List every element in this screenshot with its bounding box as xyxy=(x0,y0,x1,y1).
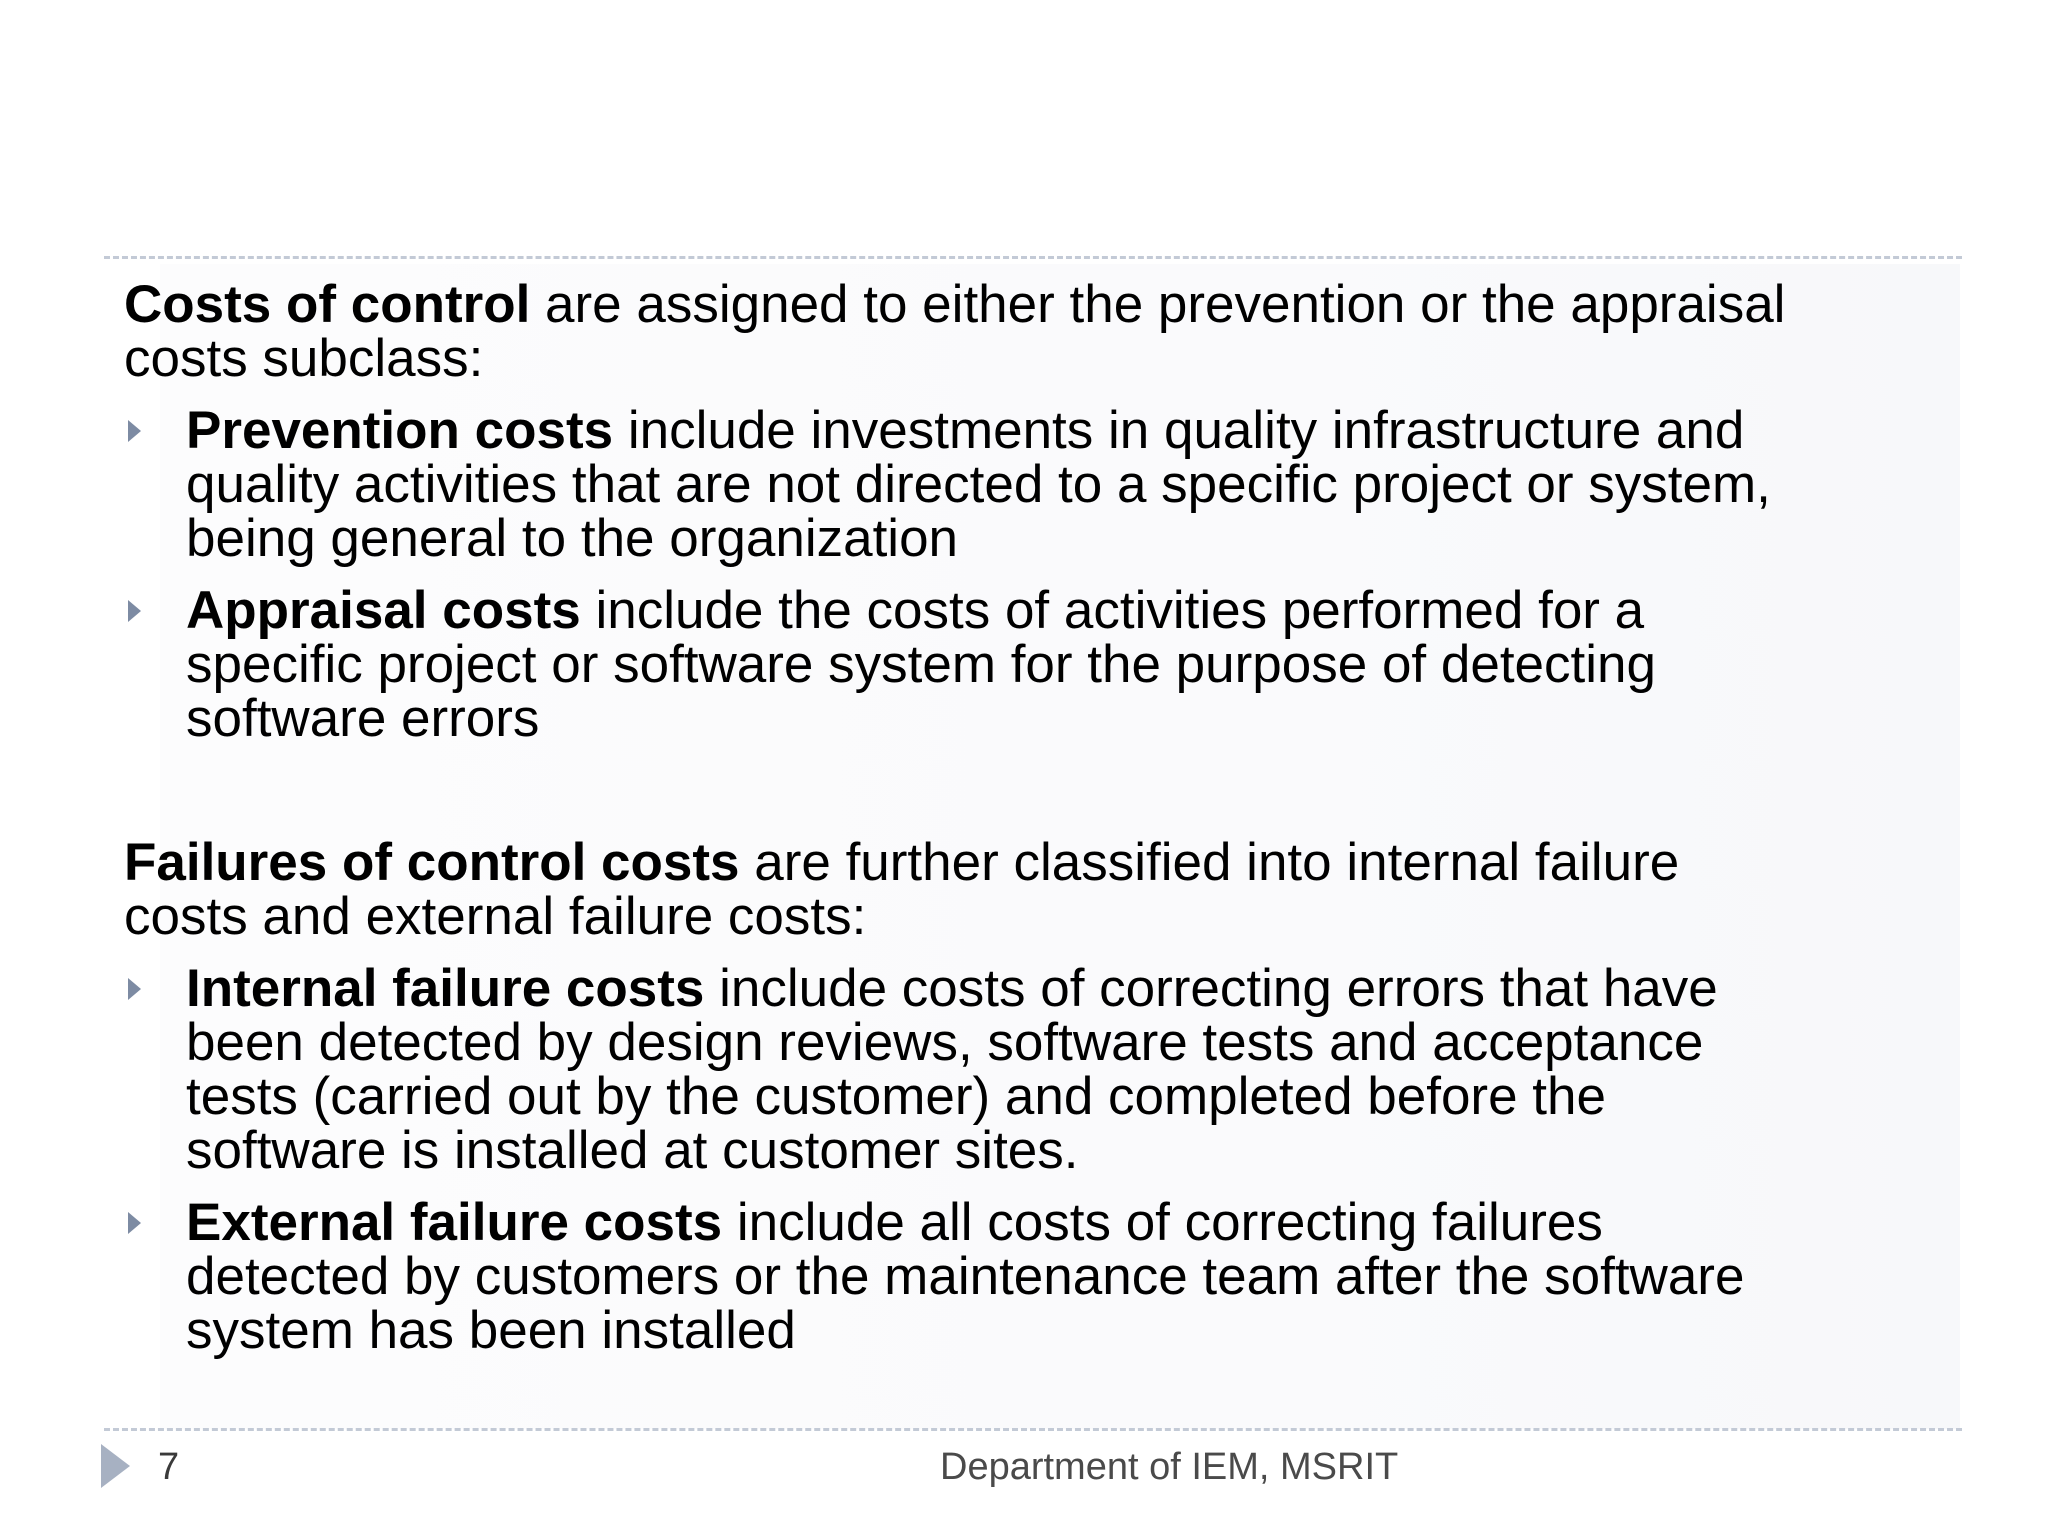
prevention-costs-text-line1: include investments in quality infrastructure and xyxy=(613,401,1745,460)
appraisal-costs-text-line3: software errors xyxy=(186,689,540,748)
failures-of-control-list xyxy=(124,959,1954,1360)
triangle-right-icon xyxy=(101,1444,130,1488)
failures-of-control-text-line2: costs and external failure costs: xyxy=(124,887,867,946)
list-item-appraisal-costs xyxy=(124,581,1954,748)
internal-failure-costs-text-line4: software is installed at customer sites. xyxy=(186,1121,1079,1180)
prevention-costs-text-line2: quality activities that are not directed to a specific project or system, xyxy=(186,455,1771,514)
appraisal-costs-text-line1: include the costs of activities performed for a xyxy=(580,581,1645,640)
appraisal-costs-term: Appraisal costs xyxy=(186,581,581,640)
costs-of-control-term: Costs of control xyxy=(124,275,531,334)
list-item-internal-failure-costs xyxy=(124,959,1954,1180)
section-spacer xyxy=(124,746,1954,836)
failures-of-control-paragraph xyxy=(124,833,1954,946)
prevention-costs-term: Prevention costs xyxy=(186,401,614,460)
list-item-prevention-costs xyxy=(124,401,1954,568)
costs-of-control-text-line2: costs subclass: xyxy=(124,329,484,388)
external-failure-costs-text-line3: system has been installed xyxy=(186,1301,796,1360)
internal-failure-costs-text-line2: been detected by design reviews, software tests and acceptance xyxy=(186,1013,1704,1072)
page-number: 7 xyxy=(158,1446,180,1488)
external-failure-costs-text-line2: detected by customers or the maintenance team after the software xyxy=(186,1247,1745,1306)
slide-body xyxy=(124,275,1954,1360)
bullet-arrow-icon xyxy=(128,978,141,1000)
external-failure-costs-term: External failure costs xyxy=(186,1193,723,1252)
footer-department: Department of IEM, MSRIT xyxy=(940,1446,1399,1488)
list-item-external-failure-costs xyxy=(124,1193,1954,1360)
bullet-arrow-icon xyxy=(128,1212,141,1234)
appraisal-costs-text-line2: specific project or software system for the purpose of detecting xyxy=(186,635,1656,694)
internal-failure-costs-term: Internal failure costs xyxy=(186,959,705,1018)
bullet-arrow-icon xyxy=(128,600,141,622)
costs-of-control-paragraph xyxy=(124,275,1954,388)
failures-of-control-text: are further classified into internal failure xyxy=(739,833,1680,892)
prevention-costs-text-line3: being general to the organization xyxy=(186,509,959,568)
external-failure-costs-text-line1: include all costs of correcting failures xyxy=(722,1193,1603,1252)
costs-of-control-text: are assigned to either the prevention or the appraisal xyxy=(530,275,1786,334)
top-divider xyxy=(104,256,1962,259)
bullet-arrow-icon xyxy=(128,420,141,442)
failures-of-control-term: Failures of control costs xyxy=(124,833,740,892)
bottom-divider xyxy=(104,1428,1962,1431)
internal-failure-costs-text-line1: include costs of correcting errors that have xyxy=(704,959,1718,1018)
internal-failure-costs-text-line3: tests (carried out by the customer) and completed before the xyxy=(186,1067,1606,1126)
costs-of-control-list xyxy=(124,401,1954,748)
